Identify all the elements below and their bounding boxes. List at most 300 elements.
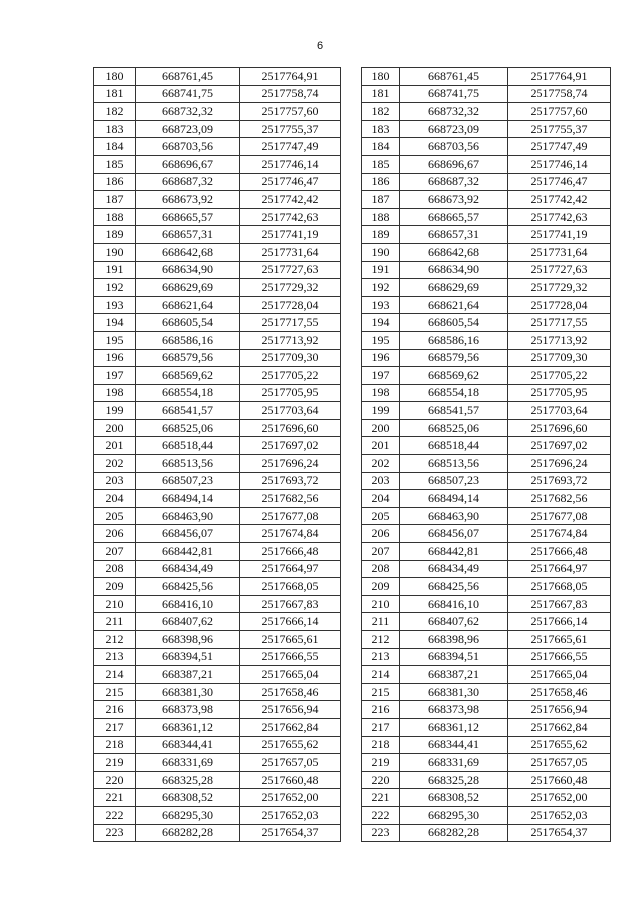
y-coordinate-cell: 2517662,84 — [240, 718, 341, 736]
x-coordinate-cell: 668425,56 — [136, 578, 240, 596]
point-number-cell: 197 — [362, 367, 400, 385]
table-row — [94, 437, 341, 455]
y-coordinate-cell: 2517693,72 — [508, 472, 611, 490]
x-coordinate-cell: 668687,32 — [136, 173, 240, 191]
x-coordinate-cell: 668373,98 — [136, 701, 240, 719]
x-coordinate-cell: 668579,56 — [400, 349, 508, 367]
x-coordinate-cell: 668642,68 — [136, 243, 240, 261]
point-number-cell: 201 — [362, 437, 400, 455]
point-number-cell: 196 — [362, 349, 400, 367]
table-row — [94, 543, 341, 561]
y-coordinate-cell: 2517742,42 — [240, 191, 341, 209]
table-row — [362, 226, 611, 244]
y-coordinate-cell: 2517668,05 — [240, 578, 341, 596]
y-coordinate-cell: 2517696,60 — [508, 419, 611, 437]
x-coordinate-cell: 668331,69 — [400, 754, 508, 772]
table-row — [362, 578, 611, 596]
point-number-cell: 200 — [362, 419, 400, 437]
y-coordinate-cell: 2517731,64 — [508, 243, 611, 261]
point-number-cell: 192 — [94, 279, 136, 297]
x-coordinate-cell: 668513,56 — [136, 455, 240, 473]
x-coordinate-cell: 668665,57 — [400, 208, 508, 226]
point-number-cell: 199 — [94, 402, 136, 420]
y-coordinate-cell: 2517746,14 — [508, 155, 611, 173]
table-row — [94, 367, 341, 385]
x-coordinate-cell: 668381,30 — [400, 683, 508, 701]
y-coordinate-cell: 2517674,84 — [240, 525, 341, 543]
y-coordinate-cell: 2517729,32 — [508, 279, 611, 297]
table-row — [94, 595, 341, 613]
point-number-cell: 202 — [94, 455, 136, 473]
y-coordinate-cell: 2517652,00 — [508, 789, 611, 807]
point-number-cell: 206 — [94, 525, 136, 543]
point-number-cell: 204 — [362, 490, 400, 508]
point-number-cell: 195 — [94, 331, 136, 349]
y-coordinate-cell: 2517677,08 — [240, 507, 341, 525]
y-coordinate-cell: 2517665,61 — [508, 631, 611, 649]
x-coordinate-cell: 668425,56 — [400, 578, 508, 596]
point-number-cell: 193 — [94, 296, 136, 314]
point-number-cell: 211 — [94, 613, 136, 631]
point-number-cell: 182 — [362, 103, 400, 121]
y-coordinate-cell: 2517717,55 — [508, 314, 611, 332]
x-coordinate-cell: 668442,81 — [400, 543, 508, 561]
point-number-cell: 213 — [362, 648, 400, 666]
point-number-cell: 202 — [362, 455, 400, 473]
x-coordinate-cell: 668416,10 — [400, 595, 508, 613]
point-number-cell: 220 — [94, 771, 136, 789]
point-number-cell: 216 — [362, 701, 400, 719]
point-number-cell: 218 — [362, 736, 400, 754]
point-number-cell: 189 — [362, 226, 400, 244]
x-coordinate-cell: 668325,28 — [136, 771, 240, 789]
table-row — [94, 824, 341, 842]
point-number-cell: 212 — [94, 631, 136, 649]
x-coordinate-cell: 668308,52 — [400, 789, 508, 807]
table-row — [362, 173, 611, 191]
table-row — [94, 560, 341, 578]
table-row — [94, 666, 341, 684]
y-coordinate-cell: 2517674,84 — [508, 525, 611, 543]
y-coordinate-cell: 2517731,64 — [240, 243, 341, 261]
point-number-cell: 205 — [362, 507, 400, 525]
x-coordinate-cell: 668463,90 — [136, 507, 240, 525]
table-row — [94, 683, 341, 701]
y-coordinate-cell: 2517747,49 — [240, 138, 341, 156]
y-coordinate-cell: 2517654,37 — [508, 824, 611, 842]
table-row — [362, 543, 611, 561]
table-row — [362, 736, 611, 754]
y-coordinate-cell: 2517713,92 — [240, 331, 341, 349]
point-number-cell: 222 — [362, 806, 400, 824]
y-coordinate-cell: 2517705,95 — [508, 384, 611, 402]
x-coordinate-cell: 668398,96 — [136, 631, 240, 649]
point-number-cell: 220 — [362, 771, 400, 789]
point-number-cell: 219 — [362, 754, 400, 772]
y-coordinate-cell: 2517757,60 — [508, 103, 611, 121]
y-coordinate-cell: 2517666,48 — [508, 543, 611, 561]
y-coordinate-cell: 2517697,02 — [240, 437, 341, 455]
point-number-cell: 208 — [362, 560, 400, 578]
table-row — [362, 155, 611, 173]
table-row — [362, 718, 611, 736]
x-coordinate-cell: 668696,67 — [400, 155, 508, 173]
point-number-cell: 187 — [362, 191, 400, 209]
table-row — [362, 367, 611, 385]
table-row — [94, 472, 341, 490]
x-coordinate-cell: 668295,30 — [400, 806, 508, 824]
table-row — [362, 208, 611, 226]
x-coordinate-cell: 668673,92 — [136, 191, 240, 209]
table-row — [362, 648, 611, 666]
y-coordinate-cell: 2517682,56 — [240, 490, 341, 508]
y-coordinate-cell: 2517746,47 — [240, 173, 341, 191]
x-coordinate-cell: 668494,14 — [400, 490, 508, 508]
y-coordinate-cell: 2517652,00 — [240, 789, 341, 807]
table-row — [362, 402, 611, 420]
table-row — [362, 472, 611, 490]
coordinates-table-left — [93, 67, 341, 842]
x-coordinate-cell: 668518,44 — [136, 437, 240, 455]
point-number-cell: 180 — [94, 68, 136, 86]
x-coordinate-cell: 668723,09 — [400, 120, 508, 138]
table-row — [362, 437, 611, 455]
x-coordinate-cell: 668282,28 — [400, 824, 508, 842]
y-coordinate-cell: 2517764,91 — [240, 68, 341, 86]
point-number-cell: 197 — [94, 367, 136, 385]
y-coordinate-cell: 2517657,05 — [508, 754, 611, 772]
table-row — [94, 208, 341, 226]
point-number-cell: 222 — [94, 806, 136, 824]
x-coordinate-cell: 668761,45 — [400, 68, 508, 86]
x-coordinate-cell: 668629,69 — [136, 279, 240, 297]
x-coordinate-cell: 668634,90 — [136, 261, 240, 279]
point-number-cell: 187 — [94, 191, 136, 209]
table-row — [94, 578, 341, 596]
table-row — [94, 789, 341, 807]
x-coordinate-cell: 668361,12 — [136, 718, 240, 736]
point-number-cell: 184 — [362, 138, 400, 156]
point-number-cell: 214 — [362, 666, 400, 684]
y-coordinate-cell: 2517696,24 — [508, 455, 611, 473]
x-coordinate-cell: 668621,64 — [400, 296, 508, 314]
table-row — [362, 701, 611, 719]
x-coordinate-cell: 668741,75 — [136, 85, 240, 103]
y-coordinate-cell: 2517682,56 — [508, 490, 611, 508]
y-coordinate-cell: 2517713,92 — [508, 331, 611, 349]
table-row — [362, 103, 611, 121]
y-coordinate-cell: 2517664,97 — [240, 560, 341, 578]
x-coordinate-cell: 668518,44 — [400, 437, 508, 455]
y-coordinate-cell: 2517693,72 — [240, 472, 341, 490]
x-coordinate-cell: 668308,52 — [136, 789, 240, 807]
x-coordinate-cell: 668732,32 — [136, 103, 240, 121]
table-row — [362, 754, 611, 772]
y-coordinate-cell: 2517667,83 — [508, 595, 611, 613]
table-row — [94, 349, 341, 367]
table-row — [94, 138, 341, 156]
point-number-cell: 180 — [362, 68, 400, 86]
table-row — [362, 455, 611, 473]
x-coordinate-cell: 668407,62 — [136, 613, 240, 631]
point-number-cell: 214 — [94, 666, 136, 684]
point-number-cell: 185 — [94, 155, 136, 173]
point-number-cell: 182 — [94, 103, 136, 121]
y-coordinate-cell: 2517728,04 — [240, 296, 341, 314]
point-number-cell: 191 — [94, 261, 136, 279]
x-coordinate-cell: 668569,62 — [136, 367, 240, 385]
y-coordinate-cell: 2517705,22 — [508, 367, 611, 385]
table-row — [94, 120, 341, 138]
x-coordinate-cell: 668586,16 — [400, 331, 508, 349]
point-number-cell: 223 — [94, 824, 136, 842]
table-row — [94, 402, 341, 420]
point-number-cell: 213 — [94, 648, 136, 666]
x-coordinate-cell: 668687,32 — [400, 173, 508, 191]
y-coordinate-cell: 2517664,97 — [508, 560, 611, 578]
x-coordinate-cell: 668732,32 — [400, 103, 508, 121]
y-coordinate-cell: 2517656,94 — [240, 701, 341, 719]
point-number-cell: 194 — [362, 314, 400, 332]
y-coordinate-cell: 2517665,04 — [240, 666, 341, 684]
x-coordinate-cell: 668696,67 — [136, 155, 240, 173]
y-coordinate-cell: 2517666,55 — [508, 648, 611, 666]
table-row — [94, 613, 341, 631]
x-coordinate-cell: 668434,49 — [136, 560, 240, 578]
x-coordinate-cell: 668657,31 — [136, 226, 240, 244]
table-row — [94, 261, 341, 279]
table-row — [362, 349, 611, 367]
point-number-cell: 203 — [94, 472, 136, 490]
point-number-cell: 188 — [362, 208, 400, 226]
point-number-cell: 195 — [362, 331, 400, 349]
y-coordinate-cell: 2517705,95 — [240, 384, 341, 402]
table-row — [94, 736, 341, 754]
table-row — [362, 261, 611, 279]
y-coordinate-cell: 2517696,60 — [240, 419, 341, 437]
x-coordinate-cell: 668554,18 — [136, 384, 240, 402]
table-row — [362, 613, 611, 631]
x-coordinate-cell: 668282,28 — [136, 824, 240, 842]
table-row — [362, 789, 611, 807]
table-row — [362, 560, 611, 578]
table-row — [94, 490, 341, 508]
point-number-cell: 211 — [362, 613, 400, 631]
table-row — [94, 226, 341, 244]
x-coordinate-cell: 668325,28 — [400, 771, 508, 789]
point-number-cell: 207 — [94, 543, 136, 561]
point-number-cell: 196 — [94, 349, 136, 367]
point-number-cell: 215 — [94, 683, 136, 701]
point-number-cell: 207 — [362, 543, 400, 561]
table-row — [362, 824, 611, 842]
x-coordinate-cell: 668398,96 — [400, 631, 508, 649]
point-number-cell: 190 — [362, 243, 400, 261]
table-row — [362, 683, 611, 701]
table-row — [94, 754, 341, 772]
x-coordinate-cell: 668621,64 — [136, 296, 240, 314]
point-number-cell: 221 — [94, 789, 136, 807]
table-row — [362, 243, 611, 261]
x-coordinate-cell: 668525,06 — [400, 419, 508, 437]
point-number-cell: 198 — [362, 384, 400, 402]
y-coordinate-cell: 2517666,48 — [240, 543, 341, 561]
table-row — [94, 314, 341, 332]
y-coordinate-cell: 2517755,37 — [240, 120, 341, 138]
table-row — [94, 525, 341, 543]
x-coordinate-cell: 668723,09 — [136, 120, 240, 138]
point-number-cell: 215 — [362, 683, 400, 701]
table-row — [94, 701, 341, 719]
table-row — [94, 771, 341, 789]
y-coordinate-cell: 2517742,63 — [508, 208, 611, 226]
point-number-cell: 208 — [94, 560, 136, 578]
x-coordinate-cell: 668407,62 — [400, 613, 508, 631]
y-coordinate-cell: 2517652,03 — [508, 806, 611, 824]
y-coordinate-cell: 2517705,22 — [240, 367, 341, 385]
point-number-cell: 209 — [362, 578, 400, 596]
x-coordinate-cell: 668541,57 — [136, 402, 240, 420]
y-coordinate-cell: 2517666,55 — [240, 648, 341, 666]
x-coordinate-cell: 668442,81 — [136, 543, 240, 561]
y-coordinate-cell: 2517655,62 — [240, 736, 341, 754]
y-coordinate-cell: 2517697,02 — [508, 437, 611, 455]
point-number-cell: 190 — [94, 243, 136, 261]
table-row — [94, 419, 341, 437]
point-number-cell: 188 — [94, 208, 136, 226]
x-coordinate-cell: 668703,56 — [136, 138, 240, 156]
table-row — [362, 191, 611, 209]
x-coordinate-cell: 668579,56 — [136, 349, 240, 367]
table-row — [94, 191, 341, 209]
table-row — [362, 507, 611, 525]
point-number-cell: 219 — [94, 754, 136, 772]
x-coordinate-cell: 668665,57 — [136, 208, 240, 226]
x-coordinate-cell: 668741,75 — [400, 85, 508, 103]
table-row — [94, 648, 341, 666]
x-coordinate-cell: 668344,41 — [400, 736, 508, 754]
point-number-cell: 199 — [362, 402, 400, 420]
point-number-cell: 221 — [362, 789, 400, 807]
table-row — [94, 68, 341, 86]
x-coordinate-cell: 668642,68 — [400, 243, 508, 261]
point-number-cell: 217 — [362, 718, 400, 736]
table-row — [362, 384, 611, 402]
point-number-cell: 186 — [94, 173, 136, 191]
y-coordinate-cell: 2517657,05 — [240, 754, 341, 772]
table-row — [362, 296, 611, 314]
y-coordinate-cell: 2517703,64 — [508, 402, 611, 420]
y-coordinate-cell: 2517757,60 — [240, 103, 341, 121]
y-coordinate-cell: 2517660,48 — [508, 771, 611, 789]
y-coordinate-cell: 2517747,49 — [508, 138, 611, 156]
table-row — [94, 155, 341, 173]
x-coordinate-cell: 668387,21 — [136, 666, 240, 684]
table-row — [362, 771, 611, 789]
table-row — [362, 525, 611, 543]
y-coordinate-cell: 2517741,19 — [508, 226, 611, 244]
y-coordinate-cell: 2517728,04 — [508, 296, 611, 314]
point-number-cell: 181 — [362, 85, 400, 103]
y-coordinate-cell: 2517727,63 — [508, 261, 611, 279]
y-coordinate-cell: 2517709,30 — [508, 349, 611, 367]
y-coordinate-cell: 2517703,64 — [240, 402, 341, 420]
x-coordinate-cell: 668387,21 — [400, 666, 508, 684]
table-row — [362, 279, 611, 297]
table-row — [94, 631, 341, 649]
y-coordinate-cell: 2517677,08 — [508, 507, 611, 525]
y-coordinate-cell: 2517741,19 — [240, 226, 341, 244]
x-coordinate-cell: 668541,57 — [400, 402, 508, 420]
point-number-cell: 184 — [94, 138, 136, 156]
x-coordinate-cell: 668605,54 — [136, 314, 240, 332]
point-number-cell: 205 — [94, 507, 136, 525]
x-coordinate-cell: 668463,90 — [400, 507, 508, 525]
y-coordinate-cell: 2517656,94 — [508, 701, 611, 719]
x-coordinate-cell: 668295,30 — [136, 806, 240, 824]
table-row — [94, 243, 341, 261]
point-number-cell: 185 — [362, 155, 400, 173]
y-coordinate-cell: 2517758,74 — [508, 85, 611, 103]
table-row — [362, 138, 611, 156]
x-coordinate-cell: 668586,16 — [136, 331, 240, 349]
x-coordinate-cell: 668513,56 — [400, 455, 508, 473]
point-number-cell: 212 — [362, 631, 400, 649]
table-row — [362, 666, 611, 684]
y-coordinate-cell: 2517665,61 — [240, 631, 341, 649]
point-number-cell: 217 — [94, 718, 136, 736]
table-row — [362, 490, 611, 508]
x-coordinate-cell: 668761,45 — [136, 68, 240, 86]
table-row — [362, 631, 611, 649]
x-coordinate-cell: 668331,69 — [136, 754, 240, 772]
point-number-cell: 183 — [94, 120, 136, 138]
y-coordinate-cell: 2517665,04 — [508, 666, 611, 684]
x-coordinate-cell: 668434,49 — [400, 560, 508, 578]
point-number-cell: 193 — [362, 296, 400, 314]
x-coordinate-cell: 668394,51 — [400, 648, 508, 666]
y-coordinate-cell: 2517764,91 — [508, 68, 611, 86]
point-number-cell: 201 — [94, 437, 136, 455]
y-coordinate-cell: 2517742,63 — [240, 208, 341, 226]
y-coordinate-cell: 2517727,63 — [240, 261, 341, 279]
table-row — [94, 103, 341, 121]
x-coordinate-cell: 668373,98 — [400, 701, 508, 719]
table-row — [362, 331, 611, 349]
table-row — [362, 120, 611, 138]
point-number-cell: 198 — [94, 384, 136, 402]
y-coordinate-cell: 2517746,14 — [240, 155, 341, 173]
x-coordinate-cell: 668416,10 — [136, 595, 240, 613]
point-number-cell: 192 — [362, 279, 400, 297]
point-number-cell: 210 — [362, 595, 400, 613]
point-number-cell: 181 — [94, 85, 136, 103]
x-coordinate-cell: 668629,69 — [400, 279, 508, 297]
table-row — [94, 507, 341, 525]
y-coordinate-cell: 2517729,32 — [240, 279, 341, 297]
x-coordinate-cell: 668657,31 — [400, 226, 508, 244]
x-coordinate-cell: 668344,41 — [136, 736, 240, 754]
point-number-cell: 216 — [94, 701, 136, 719]
y-coordinate-cell: 2517709,30 — [240, 349, 341, 367]
table-row — [94, 806, 341, 824]
table-row — [94, 296, 341, 314]
table-row — [94, 85, 341, 103]
y-coordinate-cell: 2517655,62 — [508, 736, 611, 754]
table-row — [94, 718, 341, 736]
table-row — [362, 595, 611, 613]
x-coordinate-cell: 668634,90 — [400, 261, 508, 279]
